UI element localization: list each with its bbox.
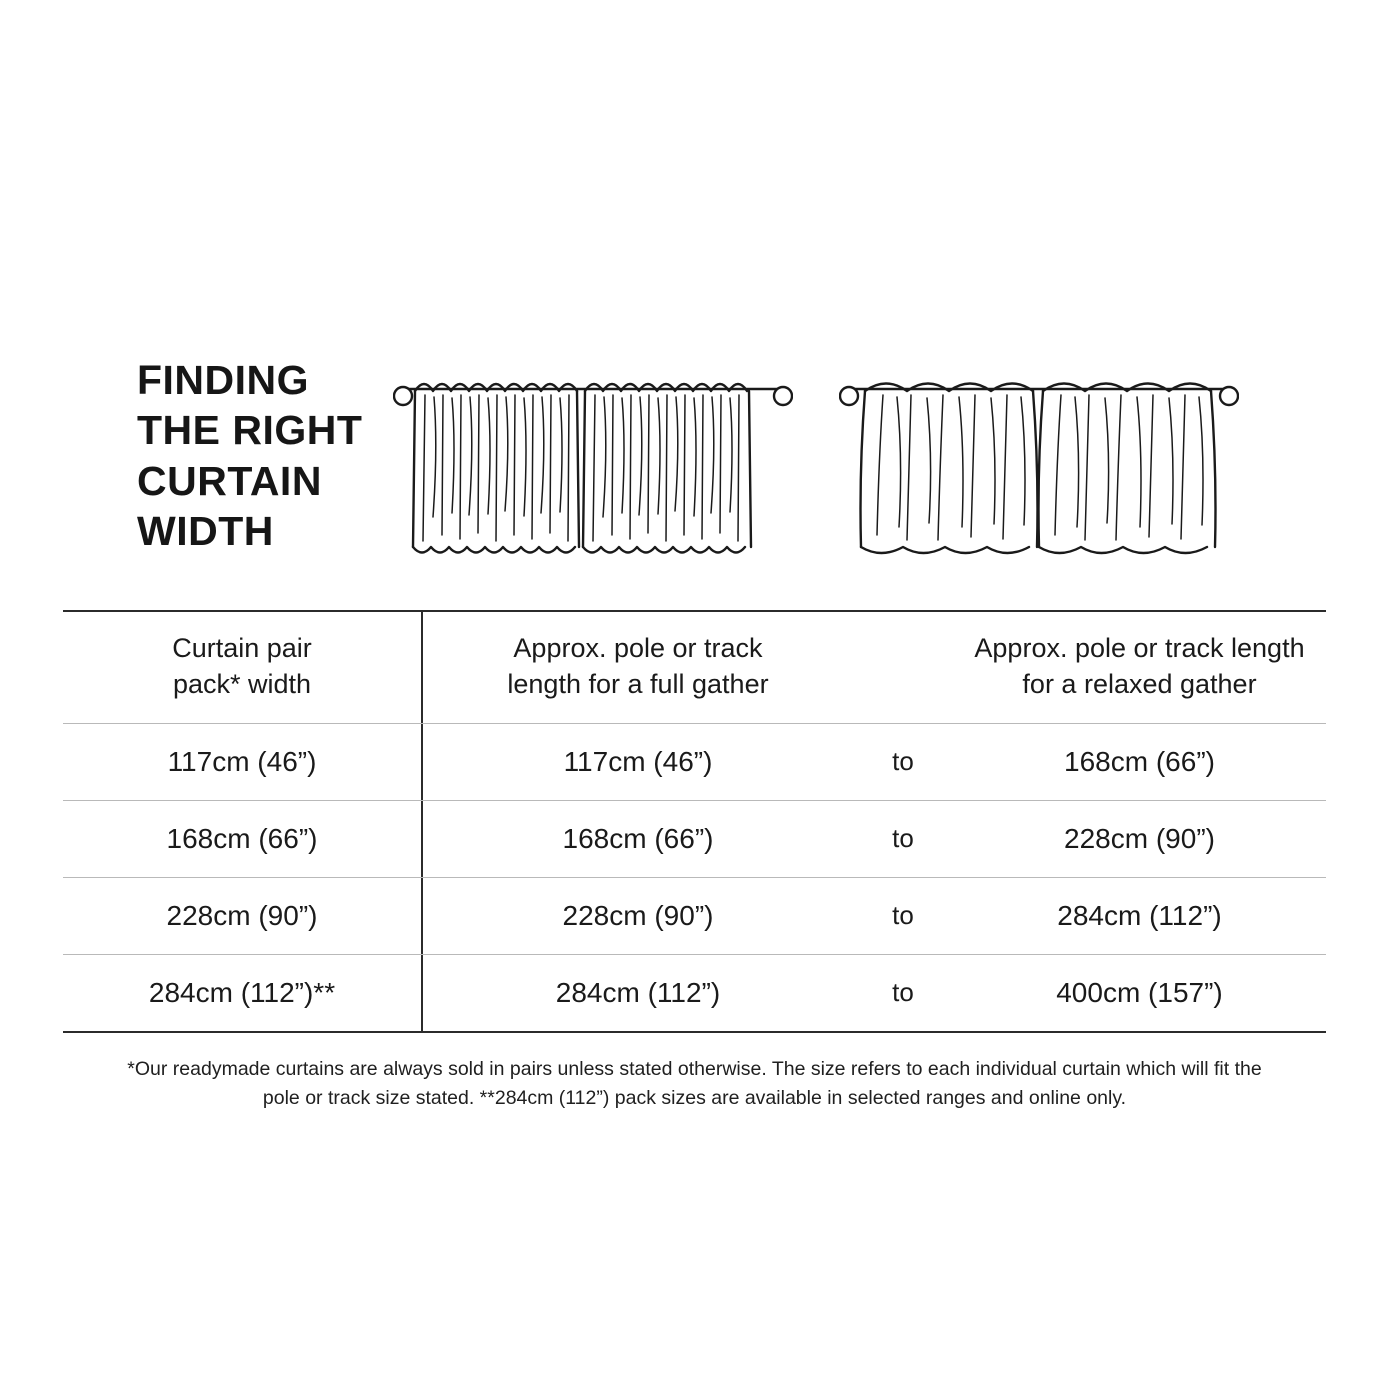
cell-full-gather: 168cm (66”) [562, 822, 714, 854]
cell-connector: to [892, 977, 914, 1008]
cell-pack-width: 168cm (66”) [63, 801, 423, 877]
footnote: *Our readymade curtains are always sold in pairs unless stated otherwise. The size refers to each individual curtain which will fit the pole or track size stated. **284cm (112”) pack sizes are available in selected ranges and online only. [127, 1057, 1262, 1110]
cell-pack-width: 228cm (90”) [63, 878, 423, 954]
table-row [63, 801, 1326, 878]
cell-relaxed-gather: 400cm (157”) [1056, 976, 1223, 1008]
header-pack-width-line-1: Curtain pair [172, 633, 312, 663]
table-header-row [63, 612, 1326, 724]
header-cell-connector [853, 612, 953, 723]
cell-relaxed-gather: 228cm (90”) [1064, 822, 1215, 854]
table-row [63, 878, 1326, 955]
cell-connector: to [892, 900, 914, 931]
header-row [63, 355, 1326, 610]
header-relaxed-gather-line-1: Approx. pole or track length [974, 633, 1305, 663]
curtain-width-table [63, 610, 1326, 1033]
cell-pack-width: 117cm (46”) [63, 724, 423, 800]
cell-pack-width: 284cm (112”)** [63, 955, 423, 1031]
cell-full-gather: 284cm (112”) [555, 976, 721, 1008]
header-full-gather-line-1: Approx. pole or track [513, 633, 763, 663]
header-cell-pack-width [63, 612, 423, 723]
cell-relaxed-gather: 168cm (66”) [1064, 745, 1215, 777]
header-relaxed-gather-line-2: for a relaxed gather [1022, 669, 1257, 700]
table-row [63, 955, 1326, 1031]
page-title-line-4: WIDTH [137, 508, 274, 555]
page-title-line-1: FINDING [137, 357, 310, 403]
page-title-line-2: THE RIGHT [137, 407, 363, 454]
header-cell-relaxed-gather [953, 612, 1326, 723]
guide-content [63, 355, 1326, 1113]
header-cell-full-gather [423, 612, 853, 723]
full-gather-curtain-illustration [393, 365, 793, 585]
header-pack-width-line-2: pack* width [172, 669, 312, 700]
cell-connector: to [892, 823, 914, 854]
page-title [63, 355, 393, 557]
header-full-gather-line-2: length for a full gather [507, 669, 769, 700]
cell-relaxed-gather: 284cm (112”) [1057, 899, 1222, 931]
relaxed-gather-curtain-illustration [839, 365, 1239, 585]
illustrations [393, 355, 1326, 585]
cell-full-gather: 117cm (46”) [563, 745, 713, 777]
table-row [63, 724, 1326, 801]
cell-full-gather: 228cm (90”) [562, 899, 714, 931]
cell-connector: to [892, 746, 914, 777]
page-title-line-3: CURTAIN [137, 457, 322, 504]
